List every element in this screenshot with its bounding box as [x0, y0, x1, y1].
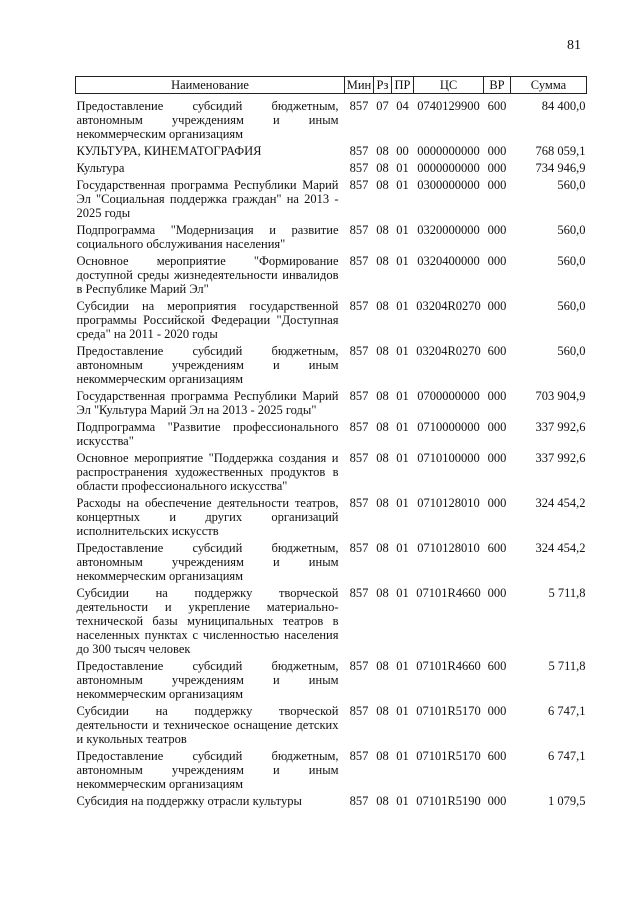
cell-name: Государственная программа Республики Марий Эл "Социальная поддержка граждан" на 2013 - 2025 годы	[76, 178, 339, 220]
cell-name: Предоставление субсидий бюджетным, автономным учреждениям и иным некоммерческим организациям	[76, 659, 339, 701]
cell-rz: 08	[376, 586, 389, 600]
table-row	[76, 253, 587, 298]
header-vr: ВР	[484, 77, 511, 94]
cell-min: 857	[349, 344, 369, 358]
cell-cs: 07101R5170	[416, 704, 481, 718]
cell-rz: 07	[376, 99, 389, 113]
cell-sum: 324 454,2	[535, 496, 586, 510]
page-number: 81	[567, 38, 581, 53]
cell-rz: 08	[376, 223, 389, 237]
cell-name: Основное мероприятие "Формирование доступной среды жизнедеятельности инвалидов в Республике Марий Эл"	[76, 254, 339, 296]
cell-name: Предоставление субсидий бюджетным, автономным учреждениям и иным некоммерческим организациям	[76, 344, 339, 386]
cell-sum: 6 747,1	[548, 749, 586, 763]
cell-pr: 01	[396, 704, 409, 718]
cell-rz: 08	[376, 794, 389, 808]
cell-min: 857	[349, 541, 369, 555]
cell-min: 857	[349, 299, 369, 313]
cell-pr: 01	[396, 299, 409, 313]
cell-sum: 768 059,1	[535, 144, 586, 158]
cell-cs: 0710128010	[417, 541, 480, 555]
cell-cs: 0000000000	[417, 144, 480, 158]
cell-rz: 08	[376, 496, 389, 510]
cell-vr: 000	[487, 794, 507, 808]
cell-min: 857	[349, 161, 369, 175]
table-row	[76, 388, 587, 419]
cell-pr: 01	[396, 344, 409, 358]
cell-vr: 000	[487, 451, 507, 465]
cell-pr: 01	[396, 178, 409, 192]
cell-pr: 01	[396, 389, 409, 403]
cell-cs: 0700000000	[417, 389, 480, 403]
cell-cs: 0710128010	[417, 496, 480, 510]
cell-min: 857	[349, 451, 369, 465]
cell-name: Субсидии на мероприятия государственной программы Российской Федерации "Доступная среда" на 2011 - 2020 годы	[76, 299, 339, 341]
cell-cs: 0000000000	[417, 161, 480, 175]
table-row	[76, 793, 587, 810]
cell-name: Государственная программа Республики Марий Эл "Культура Марий Эл на 2013 - 2025 годы"	[76, 389, 339, 417]
cell-vr: 000	[487, 254, 507, 268]
table-row	[76, 419, 587, 450]
cell-cs: 03204R0270	[416, 299, 481, 313]
table-row	[76, 450, 587, 495]
cell-vr: 000	[487, 496, 507, 510]
cell-sum: 560,0	[557, 178, 586, 192]
cell-vr: 000	[487, 144, 507, 158]
cell-min: 857	[349, 389, 369, 403]
cell-name: Субсидия на поддержку отрасли культуры	[76, 794, 302, 808]
cell-min: 857	[349, 704, 369, 718]
cell-pr: 01	[396, 659, 409, 673]
cell-pr: 01	[396, 451, 409, 465]
cell-min: 857	[349, 749, 369, 763]
cell-name: Предоставление субсидий бюджетным, автономным учреждениям и иным некоммерческим организациям	[76, 99, 339, 141]
table-row	[76, 748, 587, 793]
cell-cs: 0710100000	[417, 451, 480, 465]
cell-rz: 08	[376, 420, 389, 434]
cell-name: Расходы на обеспечение деятельности театров, концертных и других организаций исполнительских искусств	[76, 496, 339, 538]
cell-min: 857	[349, 223, 369, 237]
cell-pr: 01	[396, 586, 409, 600]
cell-name: Субсидии на поддержку творческой деятельности и техническое оснащение детских и кукольных театров	[76, 704, 339, 746]
cell-min: 857	[349, 254, 369, 268]
header-min: Мин	[345, 77, 374, 94]
cell-sum: 734 946,9	[535, 161, 586, 175]
budget-table	[75, 76, 587, 810]
cell-sum: 560,0	[557, 344, 586, 358]
cell-cs: 0710000000	[417, 420, 480, 434]
cell-min: 857	[349, 659, 369, 673]
cell-vr: 600	[487, 99, 507, 113]
cell-vr: 000	[487, 223, 507, 237]
cell-rz: 08	[376, 389, 389, 403]
cell-name: Субсидии на поддержку творческой деятельности и укрепление материально-технической базы муниципальных театров в населенных пунктах с численностью населения до 300 тысяч человек	[76, 586, 339, 656]
cell-min: 857	[349, 586, 369, 600]
cell-sum: 560,0	[557, 254, 586, 268]
cell-sum: 1 079,5	[548, 794, 586, 808]
cell-rz: 08	[376, 299, 389, 313]
cell-sum: 5 711,8	[548, 586, 586, 600]
cell-pr: 01	[396, 749, 409, 763]
table-row	[76, 703, 587, 748]
cell-vr: 000	[487, 389, 507, 403]
cell-min: 857	[349, 99, 369, 113]
cell-pr: 01	[396, 161, 409, 175]
cell-vr: 000	[487, 178, 507, 192]
table-row	[76, 540, 587, 585]
table-row	[76, 160, 587, 177]
cell-min: 857	[349, 420, 369, 434]
table-row	[76, 222, 587, 253]
cell-rz: 08	[376, 344, 389, 358]
cell-vr: 000	[487, 161, 507, 175]
cell-vr: 000	[487, 299, 507, 313]
cell-pr: 01	[396, 254, 409, 268]
cell-rz: 08	[376, 541, 389, 555]
cell-sum: 703 904,9	[535, 389, 586, 403]
cell-vr: 000	[487, 420, 507, 434]
cell-sum: 560,0	[557, 223, 586, 237]
cell-sum: 5 711,8	[548, 659, 586, 673]
cell-rz: 08	[376, 749, 389, 763]
cell-vr: 600	[487, 749, 507, 763]
header-cs: ЦС	[414, 77, 484, 94]
cell-rz: 08	[376, 451, 389, 465]
table-row	[76, 585, 587, 658]
cell-sum: 337 992,6	[535, 420, 586, 434]
cell-name: Предоставление субсидий бюджетным, автономным учреждениям и иным некоммерческим организациям	[76, 749, 339, 791]
cell-name: КУЛЬТУРА, КИНЕМАТОГРАФИЯ	[76, 144, 262, 158]
cell-pr: 01	[396, 420, 409, 434]
cell-vr: 600	[487, 541, 507, 555]
table-row	[76, 143, 587, 160]
table-row	[76, 94, 587, 144]
cell-rz: 08	[376, 704, 389, 718]
cell-sum: 84 400,0	[541, 99, 586, 113]
cell-vr: 600	[487, 659, 507, 673]
cell-rz: 08	[376, 144, 389, 158]
cell-name: Подпрограмма "Развитие профессионального искусства"	[76, 420, 339, 448]
table-row	[76, 343, 587, 388]
cell-min: 857	[349, 794, 369, 808]
cell-pr: 01	[396, 223, 409, 237]
cell-min: 857	[349, 178, 369, 192]
cell-cs: 0320400000	[417, 254, 480, 268]
table-row	[76, 298, 587, 343]
cell-cs: 0740129900	[417, 99, 480, 113]
cell-name: Предоставление субсидий бюджетным, автономным учреждениям и иным некоммерческим организациям	[76, 541, 339, 583]
cell-pr: 01	[396, 541, 409, 555]
cell-name: Подпрограмма "Модернизация и развитие социального обслуживания населения"	[76, 223, 339, 251]
cell-cs: 07101R5190	[416, 794, 481, 808]
header-rz: Рз	[374, 77, 392, 94]
cell-pr: 01	[396, 496, 409, 510]
cell-sum: 560,0	[557, 299, 586, 313]
cell-vr: 600	[487, 344, 507, 358]
cell-vr: 000	[487, 704, 507, 718]
cell-cs: 07101R5170	[416, 749, 481, 763]
header-pr: ПР	[392, 77, 414, 94]
table-row	[76, 495, 587, 540]
cell-sum: 6 747,1	[548, 704, 586, 718]
cell-sum: 324 454,2	[535, 541, 586, 555]
header-sum: Сумма	[511, 77, 587, 94]
cell-pr: 00	[396, 144, 409, 158]
cell-cs: 07101R4660	[416, 659, 481, 673]
cell-cs: 0300000000	[417, 178, 480, 192]
cell-cs: 0320000000	[417, 223, 480, 237]
cell-rz: 08	[376, 161, 389, 175]
cell-cs: 03204R0270	[416, 344, 481, 358]
cell-pr: 04	[396, 99, 409, 113]
table-row	[76, 177, 587, 222]
cell-rz: 08	[376, 659, 389, 673]
cell-pr: 01	[396, 794, 409, 808]
cell-min: 857	[349, 144, 369, 158]
cell-min: 857	[349, 496, 369, 510]
cell-rz: 08	[376, 254, 389, 268]
table-header	[76, 77, 587, 94]
cell-rz: 08	[376, 178, 389, 192]
cell-sum: 337 992,6	[535, 451, 586, 465]
header-name: Наименование	[76, 77, 345, 94]
cell-vr: 000	[487, 586, 507, 600]
table-row	[76, 658, 587, 703]
cell-cs: 07101R4660	[416, 586, 481, 600]
cell-name: Основное мероприятие "Поддержка создания и распространения художественных продуктов в области профессионального искусства"	[76, 451, 339, 493]
cell-name: Культура	[76, 161, 125, 175]
